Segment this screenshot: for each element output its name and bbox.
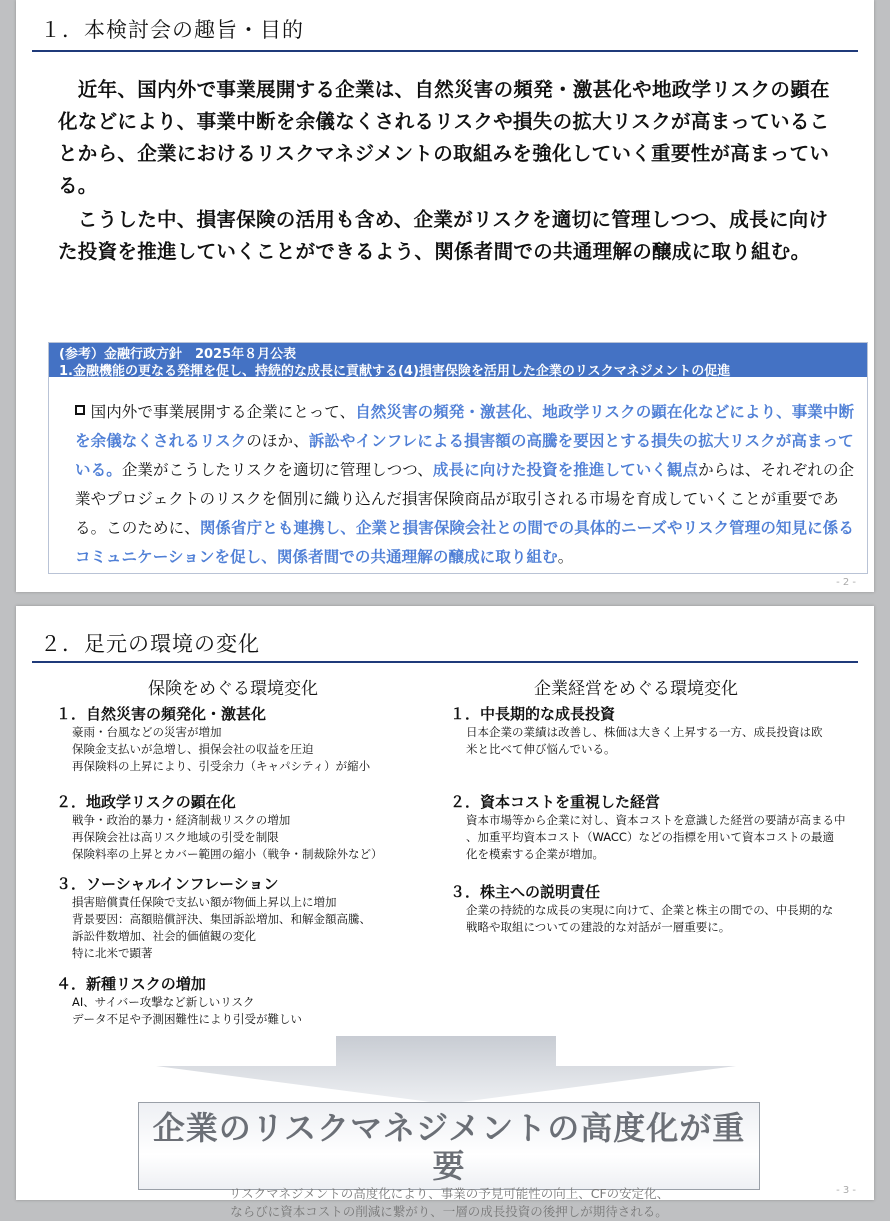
- management-change-item: [450, 882, 833, 936]
- purpose-paragraph-1: 近年、国内外で事業展開する企業は、自然災害の頻発・激甚化や地政学リスクの顕在化などにより、事業中断を余儀なくされるリスクや損失の拡大リスクが高まっていることから、企業におけるリスクマネジメントの取組みを強化していく重要性が高まっている。: [58, 78, 830, 197]
- insurance-change-item-line: 特に北米で顕著: [72, 946, 153, 960]
- reference-body: [75, 398, 865, 572]
- management-change-item-title: １．中長期的な成長投資: [450, 705, 616, 723]
- management-change-item-line: 化を模索する企業が増加。: [466, 847, 604, 861]
- reference-text: のほか、: [246, 432, 309, 450]
- page-number: - 3 -: [836, 1185, 856, 1196]
- insurance-change-item-line: 再保険料の上昇により、引受余力（キャパシティ）が縮小: [72, 759, 371, 773]
- insurance-change-item: [56, 704, 370, 775]
- slide1-title: １．本検討会の趣旨・目的: [40, 18, 304, 42]
- purpose-paragraph-2: こうした中、損害保険の活用も含め、企業がリスクを適切に管理しつつ、成長に向けた投資を推進していくことができるよう、関係者間での共通理解の醸成に取り組む。: [58, 208, 829, 263]
- management-change-item-line: 米と比べて伸び悩んでいる。: [466, 742, 616, 756]
- insurance-change-item-line: 保険料率の上昇とカバー範囲の縮小（戦争・制裁除外など）: [72, 847, 383, 861]
- insurance-change-item-line: 保険金支払いが急増し、損保会社の収益を圧迫: [72, 742, 314, 756]
- management-change-item-line: 企業の持続的な成長の実現に向けて、企業と株主の間での、中長期的な: [466, 903, 834, 917]
- insurance-change-item-line: 豪雨・台風などの災害が増加: [72, 725, 222, 739]
- insurance-change-item-line: 再保険会社は高リスク地域の引受を制限: [72, 830, 279, 844]
- slide2-title: ２．足元の環境の変化: [40, 632, 260, 656]
- reference-text: からは、それぞれの企業やプロジェクトのリスクを個別に織り込んだ損害保険商品が取引される市場を育成していくことが重要である。このために、: [75, 461, 855, 537]
- insurance-change-item-line: 戦争・政治的暴力・経済制裁リスクの増加: [72, 813, 291, 827]
- reference-text: 国内外で事業展開する企業にとって、: [90, 403, 356, 421]
- management-change-item: [450, 704, 823, 758]
- management-change-item-title: ３．株主への説明責任: [450, 883, 601, 901]
- insurance-change-item-line: データ不足や予測困難性により引受が難しい: [72, 1012, 302, 1026]
- insurance-change-item: [56, 874, 371, 962]
- insurance-change-item-title: ４．新種リスクの増加: [56, 975, 206, 993]
- conclusion-box: [138, 1102, 760, 1219]
- conclusion-sub-2: ならびに資本コストの削減に繋がり、一層の成長投資の後押しが期待される。: [230, 1204, 668, 1219]
- insurance-change-item-line: AI、サイバー攻撃など新しいリスク: [72, 995, 255, 1009]
- conclusion-sub-1: リスクマネジメントの高度化により、事業の予見可能性の向上、CFの安定化、: [228, 1186, 670, 1201]
- insurance-change-item-line: 損害賠償責任保険で支払い額が物価上昇以上に増加: [72, 895, 337, 909]
- reference-header: [49, 343, 867, 377]
- reference-highlight-text: 関係省庁とも連携し、企業と損害保険会社との間での具体的ニーズやリスク管理の知見に係るコミュニケーションを促し、関係者間での共通理解の醸成に取り組む: [75, 519, 854, 566]
- page-number: - 2 -: [836, 577, 856, 588]
- reference-header-line-1: (参考）金融行政方針 2025年８月公表: [59, 347, 297, 362]
- insurance-change-item-line: 訴訟件数増加、社会的価値観の変化: [72, 929, 256, 943]
- slide-environment: [16, 606, 874, 1219]
- management-change-item-line: 資本市場等から企業に対し、資本コストを意識した経営の要請が高まる中: [466, 813, 846, 827]
- insurance-change-item-title: １．自然災害の頻発化・激甚化: [56, 705, 267, 723]
- management-change-item-title: ２．資本コストを重視した経営: [450, 793, 661, 811]
- reference-highlight-text: 成長に向けた投資を推進していく観点: [432, 461, 699, 479]
- reference-highlight-text: 自然災害の頻発・激甚化、地政学リスクの顕在化などにより、事業中断を余儀なくされるリスク: [75, 403, 855, 450]
- management-column-heading: 企業経営をめぐる環境変化: [534, 679, 738, 699]
- insurance-change-item: [56, 792, 383, 863]
- reference-highlight-text: 訴訟やインフレによる損害額の高騰を要因とする損失の拡大リスクが高まっている。: [75, 432, 854, 479]
- reference-text: 企業がこうしたリスクを適切に管理しつつ、: [121, 461, 433, 479]
- down-arrow-icon: [96, 1036, 796, 1106]
- management-change-item-line: 、加重平均資本コスト（WACC）などの指標を用いて資本コストの最適: [466, 830, 834, 844]
- insurance-change-item: [56, 974, 302, 1028]
- management-change-item-line: 戦略や取組についての建設的な対話が一層重要に。: [466, 920, 731, 934]
- conclusion-title: 企業のリスクマネジメントの高度化が重要: [152, 1109, 746, 1185]
- management-change-item-line: 日本企業の業績は改善し、株価は大きく上昇する一方、成長投資は欧: [466, 725, 823, 739]
- reference-box: [48, 342, 868, 574]
- reference-header-line-2: 1.金融機能の更なる発揮を促し、持続的な成長に貢献する(4)損害保険を活用した企業のリスクマネジメントの促進: [59, 364, 731, 379]
- reference-text: 。: [557, 548, 574, 566]
- insurance-change-item-title: ３．ソーシャルインフレーション: [56, 875, 279, 893]
- slide1-title-rule: [32, 50, 858, 52]
- management-change-item: [450, 792, 846, 863]
- insurance-change-item-title: ２．地政学リスクの顕在化: [56, 793, 236, 811]
- insurance-column-heading: 保険をめぐる環境変化: [148, 679, 318, 699]
- insurance-change-item-line: 背景要因：高額賠償評決、集団訴訟増加、和解金額高騰、: [72, 912, 371, 926]
- slide-purpose: [16, 0, 874, 592]
- slide2-title-rule: [32, 661, 858, 663]
